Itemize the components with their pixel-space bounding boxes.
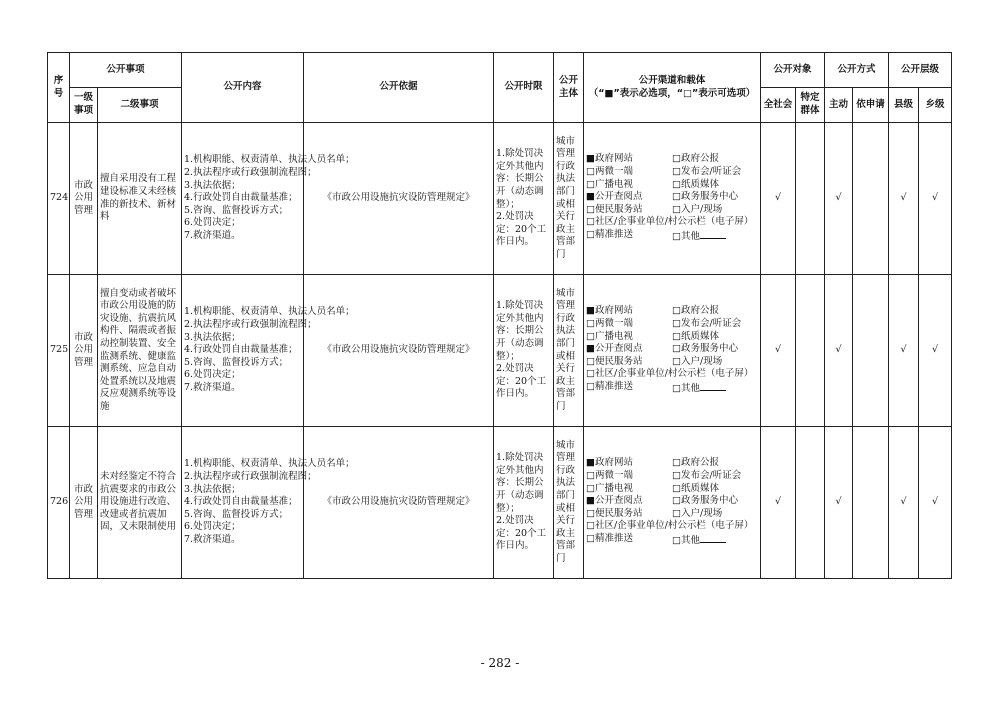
- channel-option: ■公开查阅点: [586, 343, 643, 355]
- channel-option: □政府公报: [672, 305, 719, 317]
- content-header: 公开内容: [182, 53, 304, 123]
- channel-option: □两微一端: [586, 318, 633, 330]
- time-limit-line: 2.处罚决定：20个工作日内。: [496, 211, 547, 248]
- content-line: 2.执法程序或行政强制流程图；: [184, 471, 317, 483]
- content-line: 3.执法依据；: [184, 483, 241, 495]
- channel-option: □便民服务站: [586, 355, 643, 367]
- level-town-cell: √: [919, 123, 952, 275]
- content-line: 1.机构职能、权责清单、执法人员名单；: [184, 154, 355, 166]
- audience-all-cell: √: [761, 123, 796, 275]
- time-limit-cell: [494, 123, 554, 275]
- content-line: 4.行政处罚自由裁量基准；: [184, 192, 298, 204]
- page-number: - 282 -: [480, 656, 520, 670]
- method-request-header: 依申请: [853, 88, 889, 123]
- content-line: 5.咨询、监督投诉方式；: [184, 356, 289, 368]
- content-cell: [182, 275, 355, 427]
- table-row: [48, 123, 952, 275]
- channel-option: □政务服务中心: [672, 191, 738, 203]
- channel-option-other: □其他: [672, 381, 760, 396]
- level2-cell: 未对经鉴定不符合抗震要求的市政公用设施进行改造、改建或者抗震加固，又未限制使用: [98, 427, 182, 579]
- channel-option: □广播电视: [586, 178, 633, 190]
- subject-cell: 城市管理行政执法部门或相关行政主管部门: [554, 275, 584, 427]
- blank-underline: [700, 229, 726, 239]
- method-active-cell: √: [825, 427, 853, 579]
- level-town-cell: √: [919, 275, 952, 427]
- channel-option: ■公开查阅点: [586, 191, 643, 203]
- channel-option: □两微一端: [586, 470, 633, 482]
- content-line: 2.执法程序或行政强制流程图；: [184, 167, 317, 179]
- subject-cell: 城市管理行政执法部门或相关行政主管部门: [554, 123, 584, 275]
- method-active-header: 主动: [825, 88, 853, 123]
- subject-cell: 城市管理行政执法部门或相关行政主管部门: [554, 427, 584, 579]
- content-line: 7.救济渠道。: [184, 381, 241, 393]
- seq-header: 序号: [48, 53, 70, 123]
- channel-option: □两微一端: [586, 166, 633, 178]
- channel-option: □便民服务站: [586, 507, 643, 519]
- level-header: 公开层级: [889, 53, 952, 88]
- channel-option: □社区/企事业单位/村公示栏（电子屏）: [586, 520, 754, 532]
- table-row: [48, 275, 952, 427]
- channel-option: □广播电视: [586, 482, 633, 494]
- content-line: 5.咨询、监督投诉方式；: [184, 508, 289, 520]
- content-line: 1.机构职能、权责清单、执法人员名单；: [184, 306, 355, 318]
- channel-option: □广播电视: [586, 330, 633, 342]
- level1-cell: 市政公用管理: [70, 427, 98, 579]
- level-county-cell: √: [889, 427, 919, 579]
- time-limit-line: 1.除处罚决定外其他内容：长期公开（动态调整）；: [496, 452, 544, 514]
- content-line: 6.处罚决定；: [184, 217, 241, 229]
- audience-header: 公开对象: [761, 53, 825, 88]
- content-line: 3.执法依据；: [184, 179, 241, 191]
- content-line: 1.机构职能、权责清单、执法人员名单；: [184, 458, 355, 470]
- audience-all-cell: √: [761, 275, 796, 427]
- content-line: 3.执法依据；: [184, 331, 241, 343]
- level-town-cell: √: [919, 427, 952, 579]
- audience-specific-cell: [796, 275, 825, 427]
- channel-option: □纸质媒体: [672, 178, 719, 190]
- channel-option: □发布会/听证会: [672, 470, 742, 482]
- audience-specific-header: 特定群体: [796, 88, 825, 123]
- audience-all-cell: √: [761, 427, 796, 579]
- channel-option: □入户/现场: [672, 203, 723, 215]
- channel-option: □入户/现场: [672, 507, 723, 519]
- basis-cell: 《市政公用设施抗灾设防管理规定》: [304, 275, 494, 427]
- row-number: 724: [48, 123, 70, 275]
- channel-option: □精准推送: [586, 532, 633, 544]
- channel-option: □政务服务中心: [672, 495, 738, 507]
- time-limit-header: 公开时限: [494, 53, 554, 123]
- content-cell: [182, 123, 355, 275]
- level1-cell: 市政公用管理: [70, 123, 98, 275]
- channel-option: □入户/现场: [672, 355, 723, 367]
- content-line: 6.处罚决定；: [184, 521, 241, 533]
- channel-cell: [584, 427, 761, 579]
- channel-option: □精准推送: [586, 228, 633, 240]
- audience-specific-cell: [796, 123, 825, 275]
- channel-option: □社区/企事业单位/村公示栏（电子屏）: [586, 216, 754, 228]
- method-active-cell: √: [825, 275, 853, 427]
- channel-cell: [584, 123, 761, 275]
- time-limit-line: 1.除处罚决定外其他内容：长期公开（动态调整）；: [496, 148, 544, 210]
- subject-header: 公开主体: [554, 53, 584, 123]
- channel-option: □发布会/听证会: [672, 166, 742, 178]
- content-line: 7.救济渠道。: [184, 533, 241, 545]
- channel-cell: [584, 275, 761, 427]
- channel-header: [584, 53, 761, 123]
- channel-option: □社区/企事业单位/村公示栏（电子屏）: [586, 368, 754, 380]
- channel-option: □政府公报: [672, 153, 719, 165]
- method-header: 公开方式: [825, 53, 889, 88]
- audience-all-header: 全社会: [761, 88, 796, 123]
- method-request-cell: [853, 427, 889, 579]
- level-town-header: 乡级: [919, 88, 952, 123]
- blank-underline: [700, 381, 726, 391]
- channel-option: □发布会/听证会: [672, 318, 742, 330]
- content-line: 7.救济渠道。: [184, 229, 241, 241]
- level-county-cell: √: [889, 123, 919, 275]
- level2-cell: 擅自变动或者破坏市政公用设施的防灾设施、抗震抗风构件、隔震或者振动控制装置、安全监测系统、健康监测系统、应急自动处置系统以及地震反应观测系统等设施: [98, 275, 182, 427]
- channel-note: （“■”表示必选项，“□”表示可选项）: [588, 87, 756, 99]
- level1-cell: 市政公用管理: [70, 275, 98, 427]
- time-limit-line: 2.处罚决定：20个工作日内。: [496, 363, 547, 400]
- content-line: 4.行政处罚自由裁量基准；: [184, 496, 298, 508]
- channel-option: □纸质媒体: [672, 482, 719, 494]
- row-number: 726: [48, 427, 70, 579]
- time-limit-cell: [494, 427, 554, 579]
- channel-option: □政务服务中心: [672, 343, 738, 355]
- row-number: 725: [48, 275, 70, 427]
- audience-specific-cell: [796, 427, 825, 579]
- channel-option-other: □其他: [672, 533, 760, 548]
- content-line: 2.执法程序或行政强制流程图；: [184, 319, 317, 331]
- channel-option: □纸质媒体: [672, 330, 719, 342]
- content-line: 5.咨询、监督投诉方式；: [184, 204, 289, 216]
- channel-option: ■政府网站: [586, 305, 633, 317]
- time-limit-cell: [494, 275, 554, 427]
- content-line: 4.行政处罚自由裁量基准；: [184, 344, 298, 356]
- method-active-cell: √: [825, 123, 853, 275]
- level-county-cell: √: [889, 275, 919, 427]
- basis-header: 公开依据: [304, 53, 494, 123]
- level-county-header: 县级: [889, 88, 919, 123]
- method-request-cell: [853, 123, 889, 275]
- channel-title: 公开渠道和载体: [638, 74, 706, 86]
- content-line: 6.处罚决定；: [184, 369, 241, 381]
- disclosure-table: [47, 52, 952, 579]
- matter-header: 公开事项: [70, 53, 182, 88]
- channel-option: □政府公报: [672, 457, 719, 469]
- method-request-cell: [853, 275, 889, 427]
- blank-underline: [700, 533, 726, 543]
- table-row: [48, 427, 952, 579]
- channel-option-other: □其他: [672, 229, 760, 244]
- channel-option: □便民服务站: [586, 203, 643, 215]
- channel-option: ■政府网站: [586, 457, 633, 469]
- level2-cell: 擅自采用没有工程建设标准又未经核准的新技术、新材料: [98, 123, 182, 275]
- channel-option: ■政府网站: [586, 153, 633, 165]
- time-limit-line: 1.除处罚决定外其他内容：长期公开（动态调整）；: [496, 300, 544, 362]
- channel-option: ■公开查阅点: [586, 495, 643, 507]
- basis-cell: 《市政公用设施抗灾设防管理规定》: [304, 427, 494, 579]
- content-cell: [182, 427, 355, 579]
- level1-header: 一级事项: [70, 88, 98, 123]
- basis-cell: 《市政公用设施抗灾设防管理规定》: [304, 123, 494, 275]
- time-limit-line: 2.处罚决定：20个工作日内。: [496, 515, 547, 552]
- channel-option: □精准推送: [586, 380, 633, 392]
- level2-header: 二级事项: [98, 88, 182, 123]
